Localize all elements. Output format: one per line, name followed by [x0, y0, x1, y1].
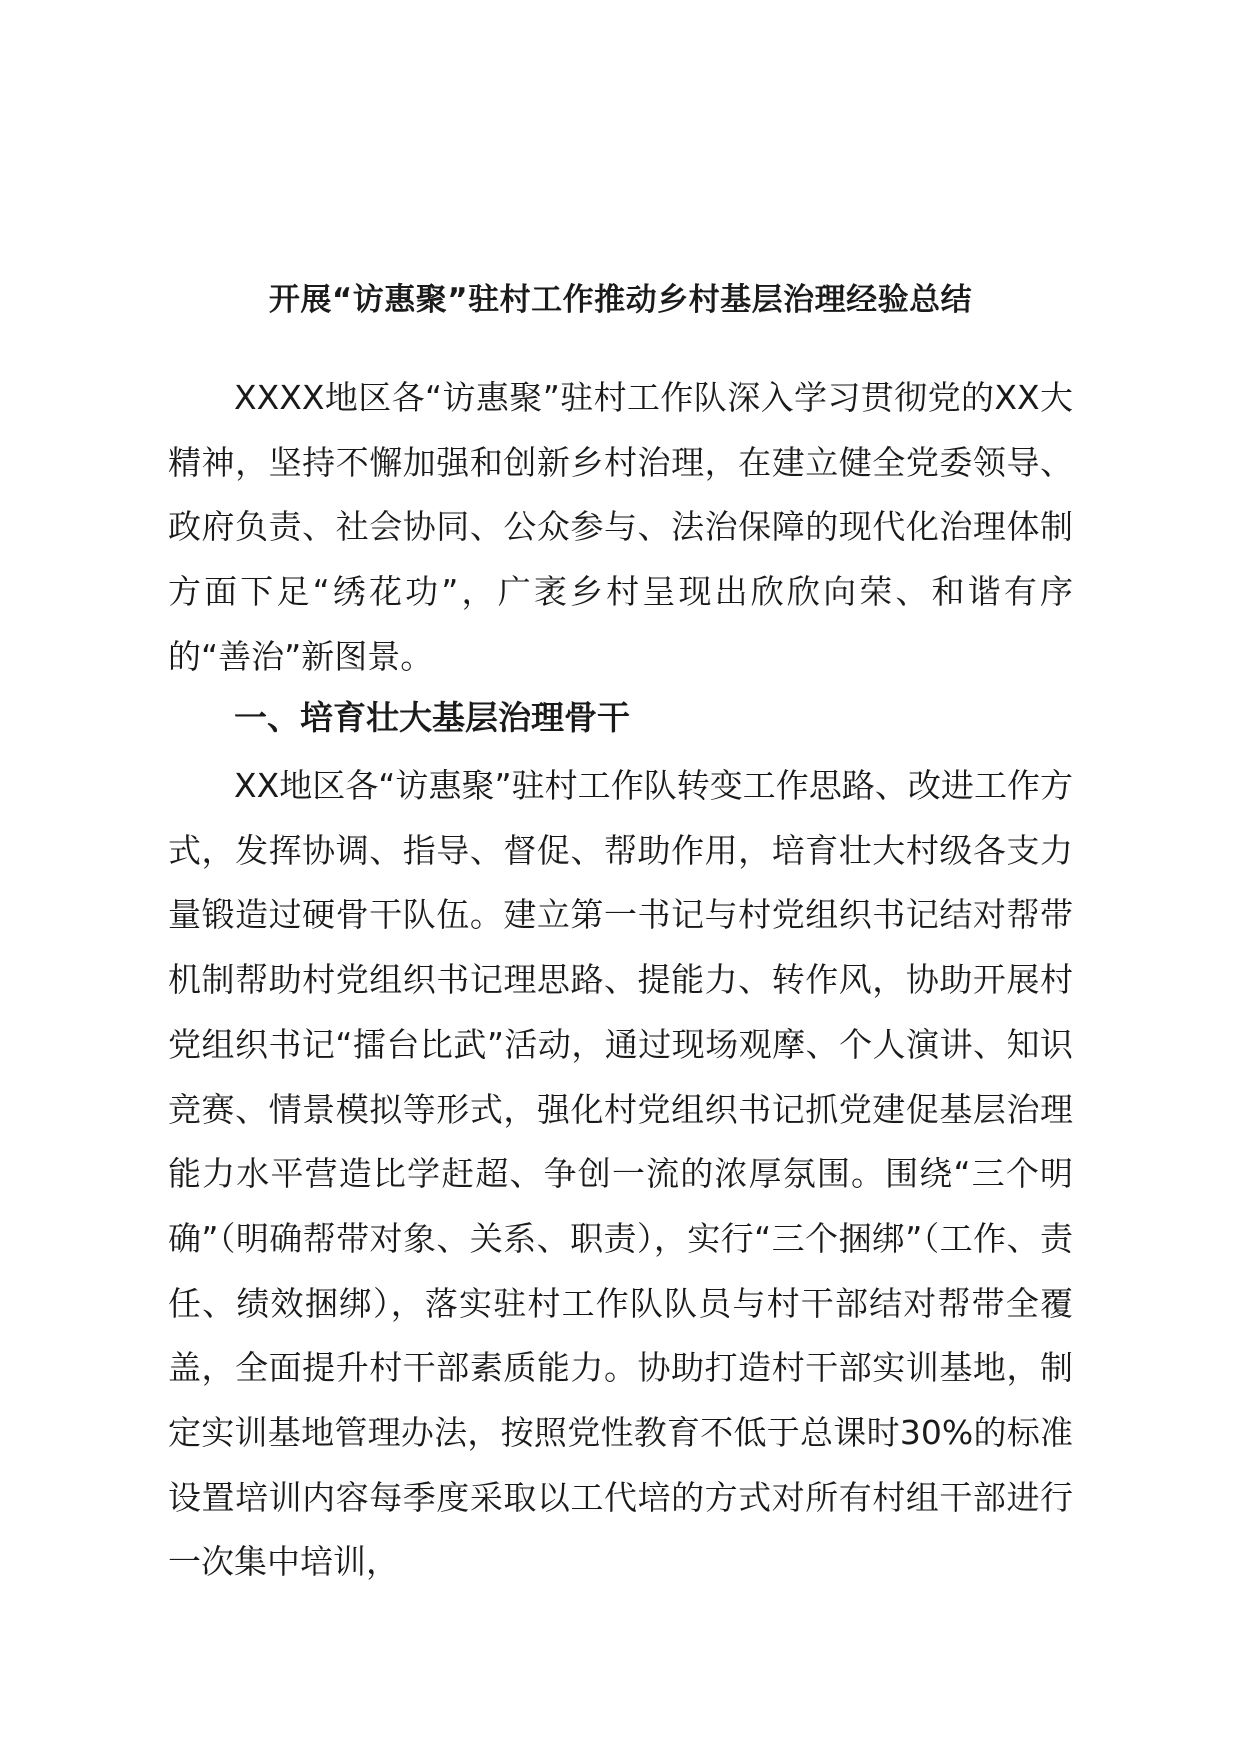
section-1-heading: 一、培育壮大基层治理骨干: [234, 698, 630, 737]
document-title: 开展“访惠聚”驻村工作推动乡村基层治理经验总结: [268, 282, 973, 318]
intro-paragraph: XXXX地区各“访惠聚”驻村工作队深入学习贯彻党的XX大精神，坚持不懈加强和创新乡村治理，在建立健全党委领导、政府负责、社会协同、公众参与、法治保障的现代化治理体制方面下足“绣花功”，广袤乡村呈现出欣欣向荣、和谐有序的“善治”新图景。: [168, 378, 1073, 676]
section-1-paragraph: XX地区各“访惠聚”驻村工作队转变工作思路、改进工作方式，发挥协调、指导、督促、帮助作用，培育壮大村级各支力量锻造过硬骨干队伍。建立第一书记与村党组织书记结对帮带机制帮助村党组织书记理思路、提能力、转作风，协助开展村党组织书记“擂台比武”活动，通过现场观摩、个人演讲、知识竞赛、情景模拟等形式，强化村党组织书记抓党建促基层治理能力水平营造比学赶超、争创一流的浓厚氛围。围绕“三个明确”（明确帮带对象、关系、职责），实行“三个捆绑”（工作、责任、绩效捆绑），落实驻村工作队队员与村干部结对帮带全覆盖，全面提升村干部素质能力。协助打造村干部实训基地，制定实训基地管理办法，按照党性教育不低于总课时30%的标准设置培训内容每季度采取以工代培的方式对所有村组干部进行一次集中培训，: [168, 766, 1073, 1582]
